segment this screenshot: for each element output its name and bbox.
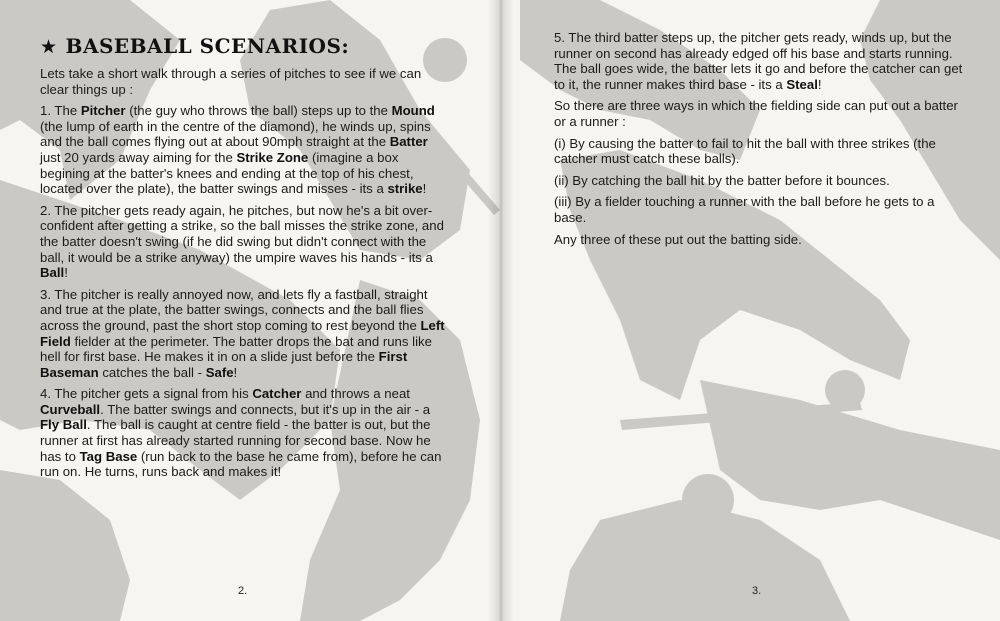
- scenario-2-paragraph: 2. The pitcher gets ready again, he pitches, but now he's a bit over-confident after getting a strike, so the ball misses the strike zone, and the batter doesn't swing (if he did swing but didn't connect with the ball, it would be a strike anyway) the umpire waves his hands - its a Ball!: [40, 202, 444, 281]
- term-safe: Safe: [205, 364, 234, 380]
- intro-paragraph: Lets take a short walk through a series of pitches to see if we can clear things up :: [40, 66, 422, 97]
- out-method-1: (i) By causing the batter to fail to hit the ball with three strikes (the catcher must catch these balls).: [554, 135, 936, 167]
- term-fly-ball: Fly Ball: [40, 417, 87, 433]
- term-left-field: Left Field: [40, 317, 445, 349]
- page-number-right: 3.: [752, 585, 762, 597]
- term-curveball: Curveball: [40, 401, 101, 417]
- page-heading: [40, 34, 450, 58]
- out-method-3: (iii) By a fielder touching a runner with the ball before he gets to a base.: [554, 194, 935, 225]
- right-page: [500, 0, 1000, 621]
- heading-text: BASEBALL SCENARIOS:: [65, 34, 350, 58]
- term-ball: Ball: [40, 265, 65, 281]
- star-icon: ★: [40, 36, 58, 58]
- scenario-5-paragraph: 5. The third batter steps up, the pitcher gets ready, winds up, but the runner on second has already edged off his base and starts running. The ball goes wide, the batter lets it go and before the catcher can get to it, the runner makes third base - its a Steal!: [554, 30, 963, 92]
- scenario-4-paragraph: 4. The pitcher gets a signal from his Catcher and throws a neat Curveball. The batter swings and connects, but it's up in the air - a Fly Ball. The ball is caught at centre field - the batter is out, but the runner at first has already started running for second base. Now he has to Tag Base (run back to the base he came from), before he can run on. He turns, runs back and makes it!: [40, 386, 442, 480]
- term-strike: strike: [387, 181, 423, 197]
- term-pitcher: Pitcher: [80, 103, 126, 119]
- closing-paragraph: Any three of these put out the batting side.: [554, 231, 802, 247]
- scenario-3-paragraph: 3. The pitcher is really annoyed now, and lets fly a fastball, straight and true at the plate, the batter swings, connects and the ball flies across the ground, past the short stop coming to rest beyond the Left Field fielder at the perimeter. The batter drops the bat and runs like hell for first base. He makes it in on a slide just before the First Baseman catches the ball - Safe!: [40, 286, 445, 380]
- term-catcher: Catcher: [252, 386, 302, 402]
- term-tag-base: Tag Base: [79, 448, 138, 464]
- term-batter: Batter: [389, 134, 428, 150]
- term-mound: Mound: [391, 103, 435, 119]
- left-page-content: [40, 30, 450, 486]
- term-steal: Steal: [786, 76, 818, 92]
- scenario-1-paragraph: 1. The Pitcher (the guy who throws the ball) steps up to the Mound (the lump of earth in the centre of the diamond), he winds up, spins and the ball comes flying out at about 90mph straight at the Batter just 20 yards away aiming for the Strike Zone (imagine a box begining at the batter's knees and ending at the top of his chest, located over the plate), the batter swings and misses - its a strike!: [40, 103, 435, 197]
- out-method-2: (ii) By catching the ball hit by the batter before it bounces.: [554, 172, 890, 188]
- summary-paragraph: So there are three ways in which the fielding side can put out a batter or a runner :: [554, 98, 958, 129]
- page-number-left: 2.: [238, 585, 248, 597]
- term-strike-zone: Strike Zone: [236, 149, 309, 165]
- term-first-baseman: First Baseman: [40, 349, 408, 380]
- right-page-content: [554, 30, 964, 253]
